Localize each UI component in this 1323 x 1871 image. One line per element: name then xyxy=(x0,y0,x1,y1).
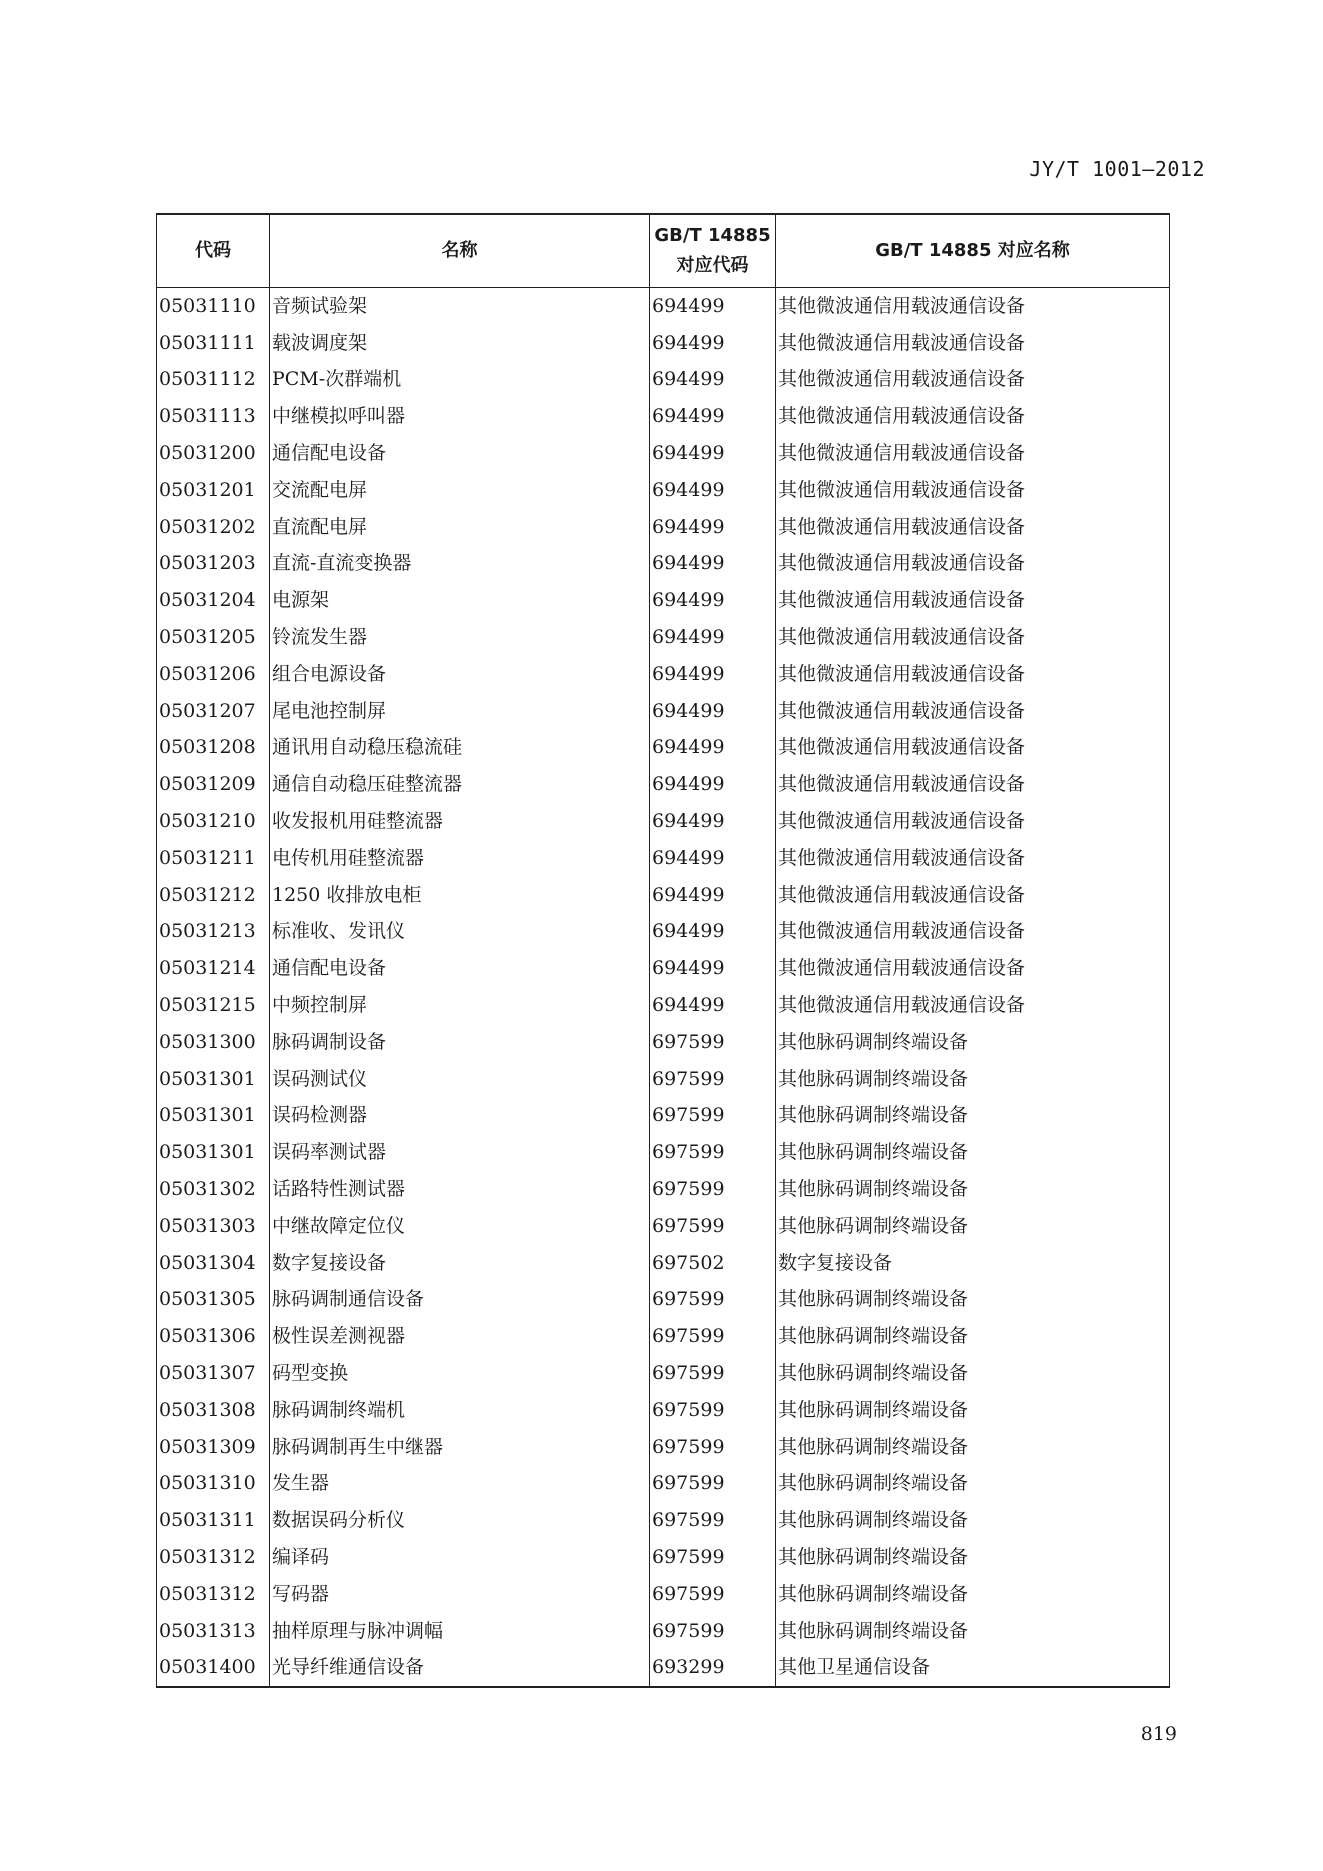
table-row xyxy=(157,1098,1170,1135)
standard-code: JY/T 1001—2012 xyxy=(1029,157,1205,181)
cell-gb-code: 694499 xyxy=(650,435,776,472)
table-row xyxy=(157,1355,1170,1392)
cell-code: 05031210 xyxy=(157,803,270,840)
cell-code: 05031214 xyxy=(157,950,270,987)
cell-code: 05031312 xyxy=(157,1539,270,1576)
cell-gb-name: 其他脉码调制终端设备 xyxy=(776,1355,1170,1392)
table-row xyxy=(157,1613,1170,1650)
table-row xyxy=(157,472,1170,509)
cell-gb-name: 其他微波通信用载波通信设备 xyxy=(776,950,1170,987)
cell-gb-code: 694499 xyxy=(650,766,776,803)
cell-name: 中继模拟呼叫器 xyxy=(270,398,650,435)
table-row xyxy=(157,803,1170,840)
cell-code: 05031111 xyxy=(157,325,270,362)
cell-gb-name: 其他脉码调制终端设备 xyxy=(776,1429,1170,1466)
table-row xyxy=(157,840,1170,877)
cell-gb-name: 其他卫星通信设备 xyxy=(776,1649,1170,1687)
cell-gb-name: 数字复接设备 xyxy=(776,1245,1170,1282)
cell-name: 通信自动稳压硅整流器 xyxy=(270,766,650,803)
table-row xyxy=(157,619,1170,656)
table-row xyxy=(157,1429,1170,1466)
cell-name: 脉码调制设备 xyxy=(270,1024,650,1061)
cell-name: 电传机用硅整流器 xyxy=(270,840,650,877)
cell-code: 05031208 xyxy=(157,730,270,767)
cell-gb-code: 694499 xyxy=(650,509,776,546)
cell-code: 05031112 xyxy=(157,362,270,399)
cell-gb-name: 其他脉码调制终端设备 xyxy=(776,1171,1170,1208)
cell-gb-code: 694499 xyxy=(650,656,776,693)
cell-gb-code: 697599 xyxy=(650,1061,776,1098)
cell-gb-name: 其他微波通信用载波通信设备 xyxy=(776,693,1170,730)
cell-gb-name: 其他微波通信用载波通信设备 xyxy=(776,840,1170,877)
cell-gb-name: 其他微波通信用载波通信设备 xyxy=(776,766,1170,803)
cell-gb-name: 其他微波通信用载波通信设备 xyxy=(776,472,1170,509)
cell-gb-code: 697599 xyxy=(650,1429,776,1466)
cell-gb-code: 694499 xyxy=(650,950,776,987)
table-row xyxy=(157,1245,1170,1282)
cell-code: 05031312 xyxy=(157,1576,270,1613)
cell-gb-code: 694499 xyxy=(650,693,776,730)
cell-gb-name: 其他微波通信用载波通信设备 xyxy=(776,803,1170,840)
cell-code: 05031110 xyxy=(157,288,270,325)
cell-name: 码型变换 xyxy=(270,1355,650,1392)
cell-name: 组合电源设备 xyxy=(270,656,650,693)
cell-gb-code: 694499 xyxy=(650,803,776,840)
cell-code: 05031304 xyxy=(157,1245,270,1282)
cell-gb-name: 其他微波通信用载波通信设备 xyxy=(776,362,1170,399)
table-row xyxy=(157,766,1170,803)
cell-gb-name: 其他微波通信用载波通信设备 xyxy=(776,325,1170,362)
cell-gb-code: 697599 xyxy=(650,1171,776,1208)
cell-code: 05031113 xyxy=(157,398,270,435)
cell-code: 05031207 xyxy=(157,693,270,730)
table-row xyxy=(157,582,1170,619)
cell-gb-name: 其他微波通信用载波通信设备 xyxy=(776,914,1170,951)
cell-name: 通信配电设备 xyxy=(270,950,650,987)
table-row xyxy=(157,1171,1170,1208)
cell-gb-code: 697599 xyxy=(650,1098,776,1135)
cell-gb-name: 其他脉码调制终端设备 xyxy=(776,1392,1170,1429)
page-number: 819 xyxy=(1140,1723,1177,1745)
table-row xyxy=(157,656,1170,693)
cell-gb-name: 其他脉码调制终端设备 xyxy=(776,1539,1170,1576)
cell-code: 05031212 xyxy=(157,877,270,914)
cell-gb-code: 694499 xyxy=(650,619,776,656)
cell-code: 05031311 xyxy=(157,1502,270,1539)
cell-gb-name: 其他微波通信用载波通信设备 xyxy=(776,546,1170,583)
cell-name: 脉码调制终端机 xyxy=(270,1392,650,1429)
cell-code: 05031305 xyxy=(157,1282,270,1319)
cell-name: 1250 收排放电柜 xyxy=(270,877,650,914)
cell-name: PCM-次群端机 xyxy=(270,362,650,399)
table-row xyxy=(157,914,1170,951)
cell-gb-name: 其他脉码调制终端设备 xyxy=(776,1208,1170,1245)
cell-code: 05031209 xyxy=(157,766,270,803)
cell-gb-name: 其他脉码调制终端设备 xyxy=(776,1061,1170,1098)
cell-gb-name: 其他微波通信用载波通信设备 xyxy=(776,656,1170,693)
cell-gb-code: 694499 xyxy=(650,840,776,877)
cell-gb-name: 其他微波通信用载波通信设备 xyxy=(776,509,1170,546)
cell-gb-name: 其他微波通信用载波通信设备 xyxy=(776,619,1170,656)
cell-gb-code: 697599 xyxy=(650,1134,776,1171)
cell-code: 05031301 xyxy=(157,1098,270,1135)
cell-code: 05031313 xyxy=(157,1613,270,1650)
table-row xyxy=(157,398,1170,435)
cell-name: 抽样原理与脉冲调幅 xyxy=(270,1613,650,1650)
table-row xyxy=(157,1024,1170,1061)
cell-gb-code: 697599 xyxy=(650,1024,776,1061)
cell-gb-name: 其他脉码调制终端设备 xyxy=(776,1024,1170,1061)
table-row xyxy=(157,987,1170,1024)
cell-code: 05031300 xyxy=(157,1024,270,1061)
cell-gb-code: 697599 xyxy=(650,1355,776,1392)
cell-code: 05031301 xyxy=(157,1061,270,1098)
header-code: 代码 xyxy=(157,214,270,288)
cell-gb-code: 697599 xyxy=(650,1502,776,1539)
cell-name: 误码检测器 xyxy=(270,1098,650,1135)
table-row xyxy=(157,1649,1170,1687)
cell-gb-code: 697599 xyxy=(650,1208,776,1245)
cell-gb-code: 694499 xyxy=(650,987,776,1024)
cell-name: 误码测试仪 xyxy=(270,1061,650,1098)
cell-code: 05031201 xyxy=(157,472,270,509)
table-row xyxy=(157,1502,1170,1539)
table-row xyxy=(157,546,1170,583)
cell-code: 05031206 xyxy=(157,656,270,693)
table-row xyxy=(157,877,1170,914)
header-gb-code-line2: 对应代码 xyxy=(676,255,749,276)
cell-code: 05031303 xyxy=(157,1208,270,1245)
cell-gb-code: 697599 xyxy=(650,1613,776,1650)
cell-code: 05031308 xyxy=(157,1392,270,1429)
cell-name: 通讯用自动稳压稳流硅 xyxy=(270,730,650,767)
cell-gb-name: 其他微波通信用载波通信设备 xyxy=(776,582,1170,619)
table-row xyxy=(157,950,1170,987)
table-body xyxy=(157,288,1170,1688)
cell-name: 数据误码分析仪 xyxy=(270,1502,650,1539)
cell-gb-name: 其他微波通信用载波通信设备 xyxy=(776,398,1170,435)
cell-code: 05031306 xyxy=(157,1318,270,1355)
cell-gb-name: 其他脉码调制终端设备 xyxy=(776,1576,1170,1613)
header-gb-code-line1: GB/T 14885 xyxy=(654,225,771,246)
cell-gb-code: 697599 xyxy=(650,1318,776,1355)
cell-name: 极性误差测视器 xyxy=(270,1318,650,1355)
cell-gb-code: 697599 xyxy=(650,1576,776,1613)
table-row xyxy=(157,1392,1170,1429)
table-row xyxy=(157,435,1170,472)
cell-name: 写码器 xyxy=(270,1576,650,1613)
cell-gb-name: 其他脉码调制终端设备 xyxy=(776,1098,1170,1135)
cell-gb-code: 697502 xyxy=(650,1245,776,1282)
table-row xyxy=(157,1466,1170,1503)
cell-gb-code: 697599 xyxy=(650,1466,776,1503)
table-row xyxy=(157,1282,1170,1319)
header-name: 名称 xyxy=(270,214,650,288)
cell-name: 收发报机用硅整流器 xyxy=(270,803,650,840)
cell-name: 电源架 xyxy=(270,582,650,619)
table-row xyxy=(157,730,1170,767)
cell-code: 05031310 xyxy=(157,1466,270,1503)
cell-gb-code: 693299 xyxy=(650,1649,776,1687)
cell-gb-code: 694499 xyxy=(650,546,776,583)
cell-code: 05031202 xyxy=(157,509,270,546)
cell-name: 中继故障定位仪 xyxy=(270,1208,650,1245)
cell-code: 05031204 xyxy=(157,582,270,619)
table-row xyxy=(157,509,1170,546)
cell-code: 05031400 xyxy=(157,1649,270,1687)
cell-gb-name: 其他脉码调制终端设备 xyxy=(776,1502,1170,1539)
cell-gb-code: 694499 xyxy=(650,582,776,619)
cell-gb-name: 其他脉码调制终端设备 xyxy=(776,1466,1170,1503)
cell-name: 尾电池控制屏 xyxy=(270,693,650,730)
cell-gb-name: 其他脉码调制终端设备 xyxy=(776,1318,1170,1355)
cell-name: 通信配电设备 xyxy=(270,435,650,472)
cell-code: 05031213 xyxy=(157,914,270,951)
table-row xyxy=(157,288,1170,325)
cell-name: 直流配电屏 xyxy=(270,509,650,546)
cell-gb-code: 694499 xyxy=(650,877,776,914)
cell-gb-name: 其他脉码调制终端设备 xyxy=(776,1282,1170,1319)
cell-code: 05031302 xyxy=(157,1171,270,1208)
cell-code: 05031203 xyxy=(157,546,270,583)
cell-gb-name: 其他微波通信用载波通信设备 xyxy=(776,435,1170,472)
cell-name: 铃流发生器 xyxy=(270,619,650,656)
header-gb-code xyxy=(650,214,776,288)
cell-gb-code: 694499 xyxy=(650,730,776,767)
cell-name: 话路特性测试器 xyxy=(270,1171,650,1208)
cell-code: 05031307 xyxy=(157,1355,270,1392)
cell-code: 05031301 xyxy=(157,1134,270,1171)
cell-gb-code: 694499 xyxy=(650,914,776,951)
cell-code: 05031215 xyxy=(157,987,270,1024)
cell-name: 中频控制屏 xyxy=(270,987,650,1024)
table-row xyxy=(157,1576,1170,1613)
cell-name: 发生器 xyxy=(270,1466,650,1503)
cell-code: 05031309 xyxy=(157,1429,270,1466)
cell-gb-code: 694499 xyxy=(650,472,776,509)
table-row xyxy=(157,1061,1170,1098)
table-row xyxy=(157,1134,1170,1171)
cell-gb-code: 694499 xyxy=(650,362,776,399)
cell-gb-code: 697599 xyxy=(650,1392,776,1429)
table-row xyxy=(157,362,1170,399)
header-gb-name: GB/T 14885 对应名称 xyxy=(776,214,1170,288)
cell-gb-code: 694499 xyxy=(650,398,776,435)
cell-gb-code: 697599 xyxy=(650,1539,776,1576)
table-row xyxy=(157,1318,1170,1355)
cell-gb-code: 694499 xyxy=(650,325,776,362)
cell-name: 数字复接设备 xyxy=(270,1245,650,1282)
cell-gb-name: 其他脉码调制终端设备 xyxy=(776,1134,1170,1171)
table-row xyxy=(157,1539,1170,1576)
cell-gb-name: 其他微波通信用载波通信设备 xyxy=(776,288,1170,325)
cell-name: 交流配电屏 xyxy=(270,472,650,509)
table-row xyxy=(157,325,1170,362)
cell-name: 载波调度架 xyxy=(270,325,650,362)
cell-name: 光导纤维通信设备 xyxy=(270,1649,650,1687)
cell-name: 标准收、发讯仪 xyxy=(270,914,650,951)
code-mapping-table xyxy=(156,213,1170,1688)
cell-name: 脉码调制再生中继器 xyxy=(270,1429,650,1466)
cell-gb-name: 其他微波通信用载波通信设备 xyxy=(776,987,1170,1024)
cell-name: 音频试验架 xyxy=(270,288,650,325)
cell-gb-code: 697599 xyxy=(650,1282,776,1319)
cell-code: 05031200 xyxy=(157,435,270,472)
cell-code: 05031211 xyxy=(157,840,270,877)
cell-name: 脉码调制通信设备 xyxy=(270,1282,650,1319)
table-row xyxy=(157,693,1170,730)
cell-name: 直流-直流变换器 xyxy=(270,546,650,583)
table-row xyxy=(157,1208,1170,1245)
cell-name: 编译码 xyxy=(270,1539,650,1576)
cell-gb-code: 694499 xyxy=(650,288,776,325)
table-header-row xyxy=(157,214,1170,288)
cell-gb-name: 其他微波通信用载波通信设备 xyxy=(776,877,1170,914)
cell-gb-name: 其他微波通信用载波通信设备 xyxy=(776,730,1170,767)
cell-gb-name: 其他脉码调制终端设备 xyxy=(776,1613,1170,1650)
cell-name: 误码率测试器 xyxy=(270,1134,650,1171)
cell-code: 05031205 xyxy=(157,619,270,656)
